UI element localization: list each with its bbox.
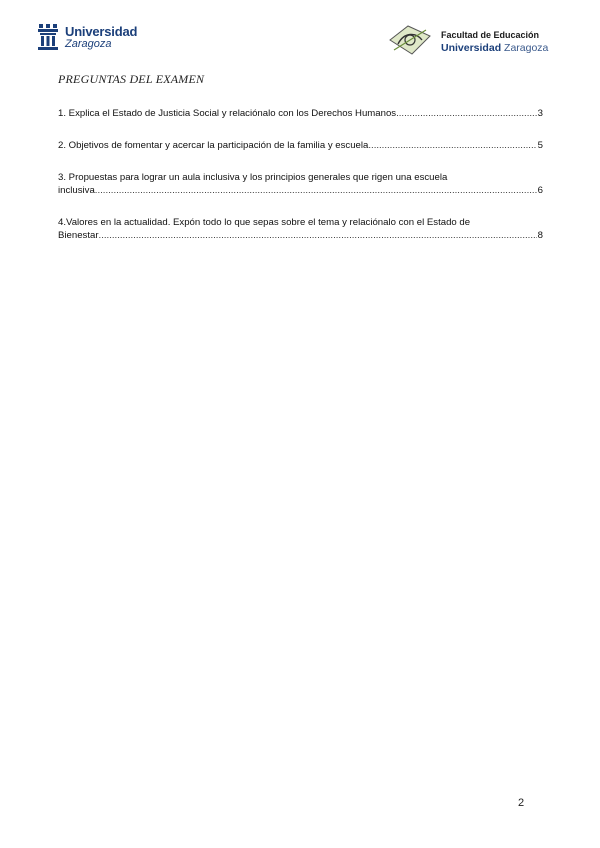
- facultad-educacion-logo: [386, 22, 566, 58]
- toc-page-number: 8: [537, 230, 543, 241]
- faculty-emblem-icon: [386, 22, 434, 58]
- toc-entry-text: Bienestar: [58, 230, 99, 241]
- toc-entry-text: 1. Explica el Estado de Justicia Social y relaciónalo con los Derechos Humanos: [58, 108, 397, 119]
- toc-page-number: 5: [537, 140, 543, 151]
- toc-page-number: 3: [537, 108, 543, 119]
- toc-entry-line: [58, 184, 543, 197]
- toc-entry-line: [58, 229, 543, 242]
- toc-entry-text: 3. Propuestas para lograr un aula inclusiva y los principios generales que rigen una escuela: [58, 172, 448, 183]
- faculty-university: [441, 42, 548, 54]
- toc-entry-text: 4.Valores en la actualidad. Expón todo lo que sepas sobre el tema y relaciónalo con el Estado de: [58, 217, 471, 228]
- toc-entry[interactable]: [58, 216, 543, 242]
- toc-entry[interactable]: [58, 171, 543, 197]
- toc-leader-dots: [99, 229, 537, 242]
- page-number: 2: [518, 797, 525, 809]
- toc-entry[interactable]: [58, 107, 543, 120]
- toc-leader-dots: [396, 107, 537, 120]
- faculty-name: Facultad de Educación: [441, 30, 540, 40]
- table-of-contents: [58, 107, 543, 261]
- toc-leader-dots: [95, 184, 537, 197]
- section-title: PREGUNTAS DEL EXAMEN: [58, 72, 205, 86]
- toc-page-number: 6: [537, 185, 543, 196]
- toc-entry-line: [58, 139, 543, 152]
- faculty-university-light: Zaragoza: [504, 42, 549, 54]
- faculty-university-bold: Universidad: [441, 42, 502, 54]
- university-crest-icon: [38, 24, 58, 50]
- toc-entry[interactable]: [58, 139, 543, 152]
- logo-subtitle: Zaragoza: [65, 38, 112, 50]
- toc-entry-text: inclusiva: [58, 185, 95, 196]
- toc-entry-text: 2. Objetivos de fomentar y acercar la participación de la familia y escuela: [58, 140, 369, 151]
- toc-entry-line: [58, 107, 543, 120]
- universidad-zaragoza-logo: [38, 24, 148, 52]
- logo-title: Universidad: [65, 24, 138, 39]
- page-header: [0, 0, 600, 70]
- toc-leader-dots: [368, 139, 536, 152]
